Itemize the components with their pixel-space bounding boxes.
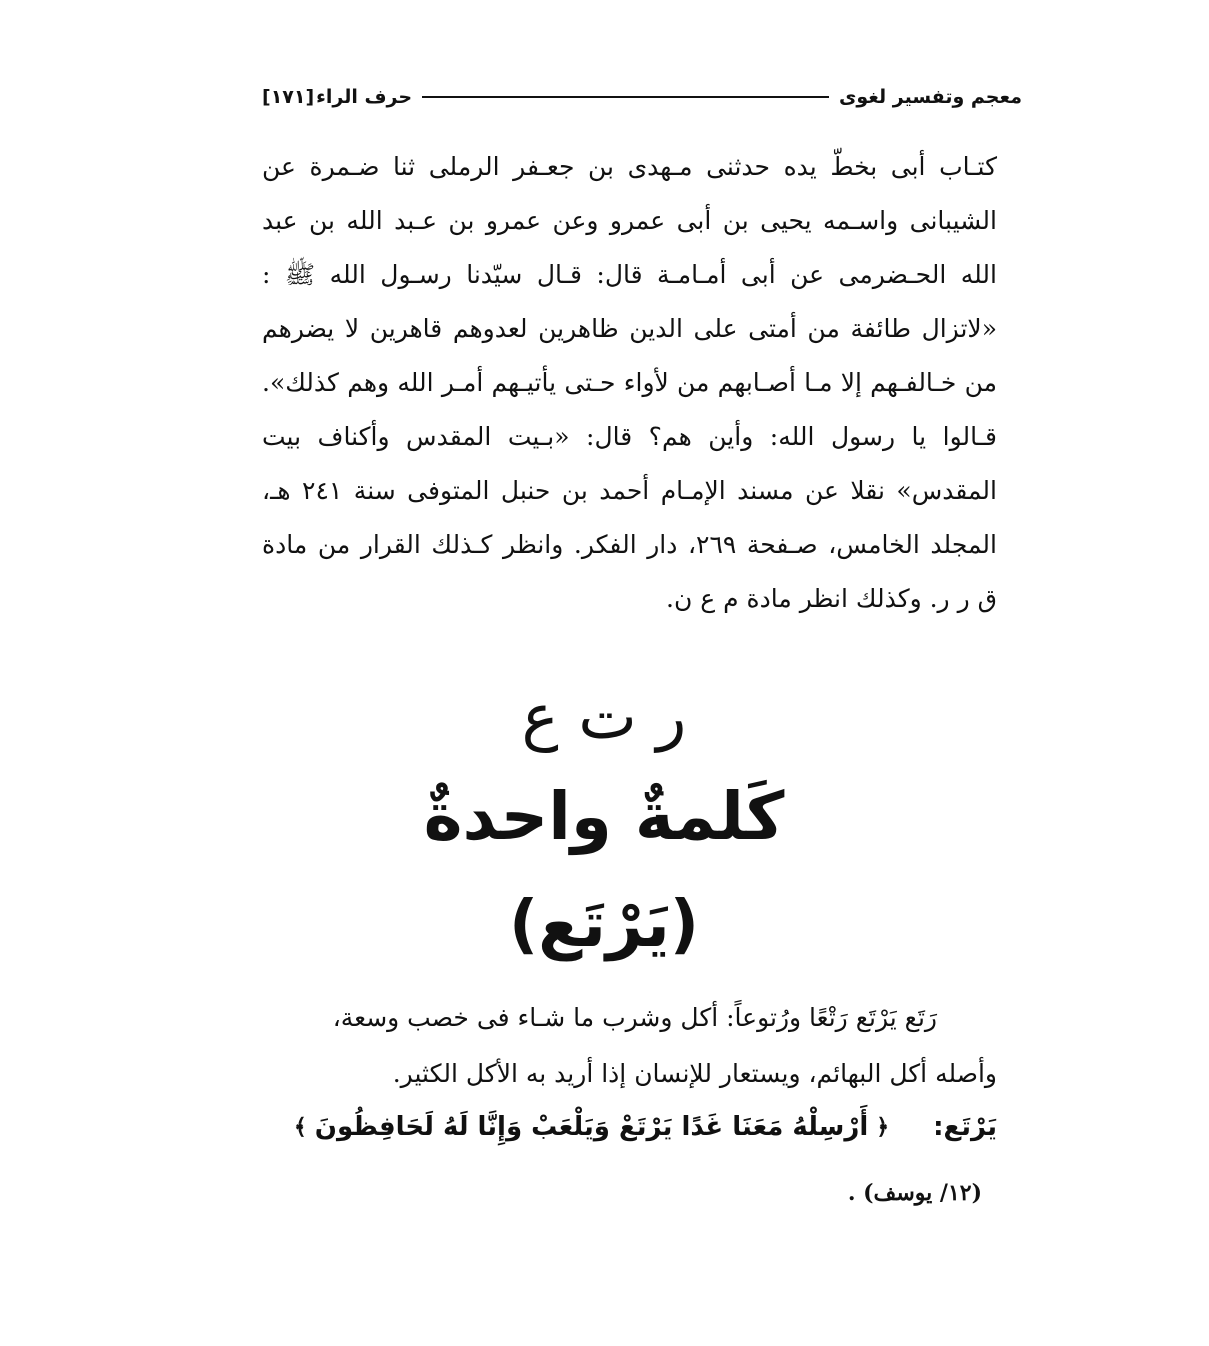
running-header [262,80,1022,114]
quran-citation [262,1112,997,1142]
header-rule [422,96,829,98]
verse-reference: (١٢/ يوسف) . [847,1180,982,1206]
page-number: [١٧١] [262,86,315,108]
citation-label: يَرْتَع: [933,1112,997,1142]
ornate-bracket-close: ﴾ [293,1114,307,1140]
body-paragraph-block [262,140,997,626]
verse-text: أَرْسِلْهُ مَعَنَا غَدًا يَرْتَعْ وَيَلْعَبْ وَإِنَّا لَهُ لَحَافِظُونَ [314,1112,869,1142]
book-title: معجم وتفسير لغوى [838,86,1022,108]
definition-line: وأصله أكل البهائم، ويستعار للإنسان إذا أريد به الأكل الكثير. [392,1059,997,1088]
body-paragraph: كتـاب أبى بخطّ يده حدثنى مـهدى بن جعـفر الرملى ثنا ضـمرة عن الشيبانى واسـمه يحيى بن أبى عمرو وعن عمرو بن عـبد الله بن عبد الله الحـضرمى عن أبى أمـامـة قال: قـال سيّدنا رسـول الله ﷺ : «لاتزال طائفة من أمتى على الدين ظاهرين لعدوهم قاهرين لا يضرهم من خـالفـهم إلا مـا أصـابهم من لأواء حـتى يأتيـهم أمـر الله وهم كذلك». قـالوا يا رسول الله: وأين هم؟ قال: «بـيت المقدس وأكناف بيت المقدس» نقلا عن مسند الإمـام أحمد بن حنبل المتوفى سنة ٢٤١ هـ، المجلد الخامس، صـفحة ٢٦٩، دار الفكر. وانظر كـذلك القرار من مادة ق ر ر. وكذلك انظر مادة م ع ن. [262,152,997,613]
definition-block [262,990,997,1102]
word-count-label: كَلمةٌ واحدةٌ [423,778,785,855]
ornate-bracket-open: ﴿ [876,1114,890,1140]
word-form: (يَرْتَع) [508,888,700,962]
root-letters: ر ت ع [521,680,687,753]
chapter-title: حرف الراء [316,86,413,108]
definition-line: رَتَع يَرْتَع رَتْعًا ورُتوعاً: أكل وشرب ما شـاء فى خصب وسعة، [332,1003,937,1032]
